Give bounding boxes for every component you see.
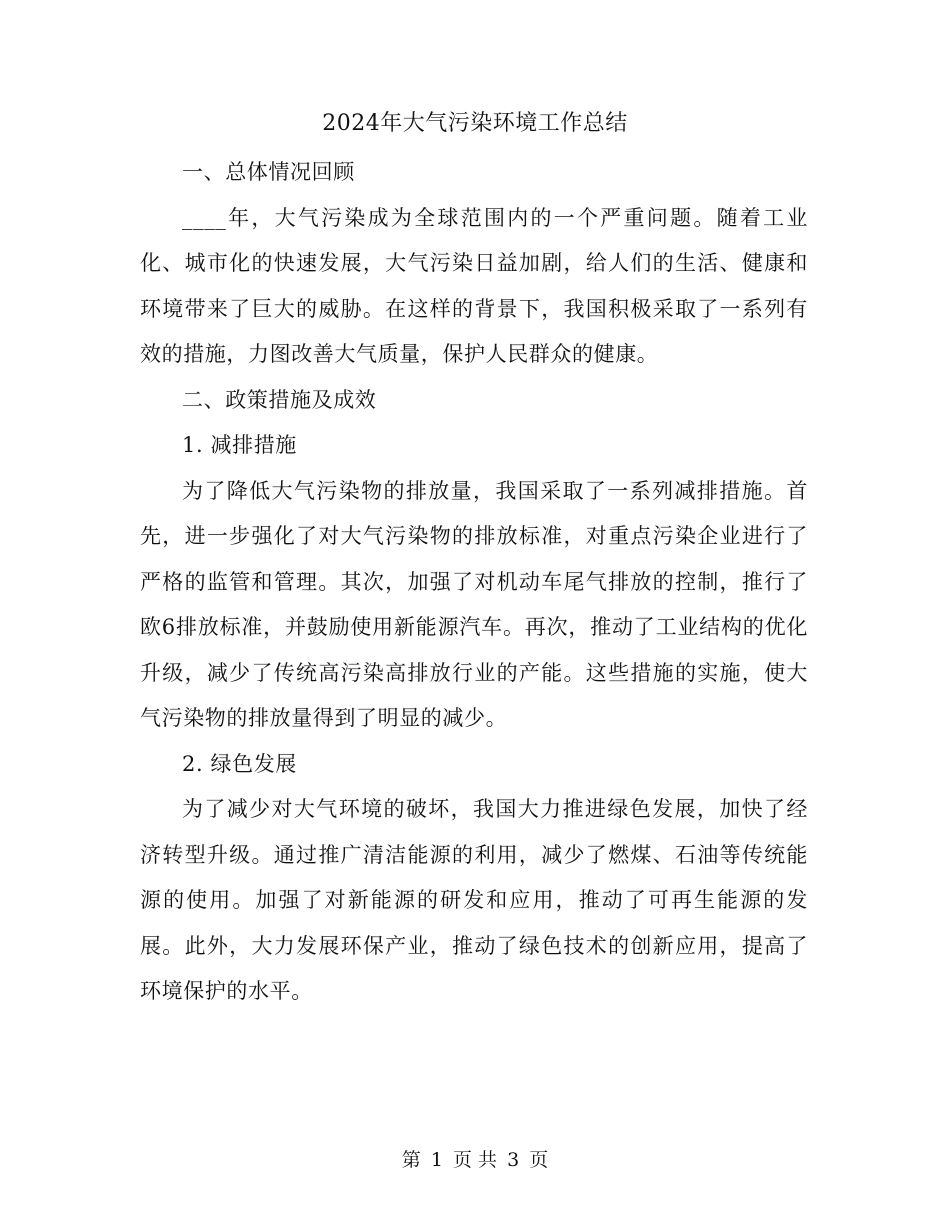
section-heading-overview: 一、总体情况回顾 xyxy=(182,160,355,184)
footer-suffix: 页 xyxy=(529,1149,549,1171)
footer-total-pages: 3 xyxy=(507,1149,520,1171)
subheading-green-development: 2. 绿色发展 xyxy=(182,751,297,776)
page-footer xyxy=(0,1146,950,1174)
paragraph-green-development: 为了减少对大气环境的破坏，我国大力推进绿色发展，加快了经济转型升级。通过推广清洁能源的利用，减少了燃煤、石油等传统能源的使用。加强了对新能源的研发和应用，推动了可再生能源的发展。此外，大力发展环保产业，推动了绿色技术的创新应用，提高了环境保护的水平。 xyxy=(140,797,808,1003)
footer-current-page: 1 xyxy=(430,1149,443,1171)
paragraph-overview: ____年，大气污染成为全球范围内的一个严重问题。随着工业化、城市化的快速发展，大气污染日益加剧，给人们的生活、健康和环境带来了巨大的威胁。在这样的背景下，我国积极采取了一系列有效的措施，力图改善大气质量，保护人民群众的健康。 xyxy=(140,205,808,366)
section-heading-policy: 二、政策措施及成效 xyxy=(182,387,377,412)
document-body xyxy=(140,150,808,1015)
paragraph-emission-reduction: 为了降低大气污染物的排放量，我国采取了一系列减排措施。首先，进一步强化了对大气污染物的排放标准，对重点污染企业进行了严格的监管和管理。其次，加强了对机动车尾气排放的控制，推行了欧6排放标准，并鼓励使用新能源汽车。再次，推动了工业结构的优化升级，减少了传统高污染高排放行业的产能。这些措施的实施，使大气污染物的排放量得到了明显的减少。 xyxy=(140,478,808,730)
document-title: 2024年大气污染环境工作总结 xyxy=(322,111,628,136)
footer-prefix: 第 xyxy=(401,1149,421,1171)
footer-mid: 页 共 xyxy=(452,1149,498,1171)
subheading-emission-reduction: 1. 减排措施 xyxy=(182,433,297,457)
